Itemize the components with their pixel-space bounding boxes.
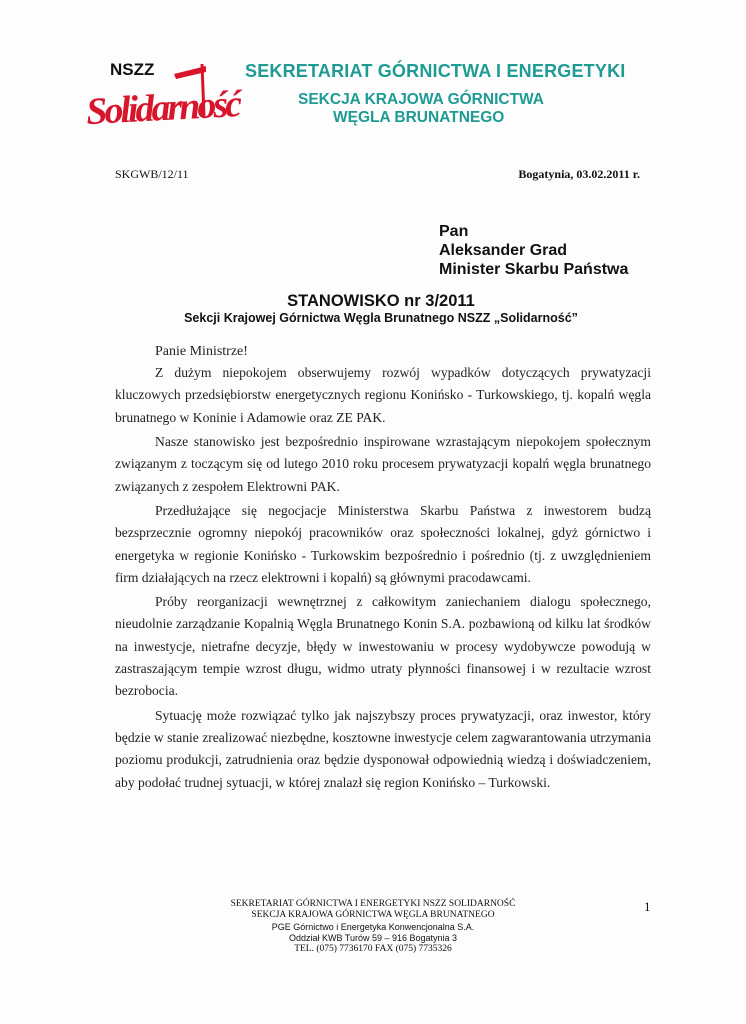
addressee-line-3: Minister Skarbu Państwa xyxy=(439,261,629,278)
footer-line-3: PGE Górnictwo i Energetyka Konwencjonalna S.A. xyxy=(271,921,475,932)
salutation: Panie Ministrze! xyxy=(155,344,248,359)
svg-text:Solidarność: Solidarność xyxy=(85,83,240,134)
logo-prefix: NSZZ xyxy=(110,60,155,79)
letter-body xyxy=(115,362,651,796)
footer-line-1: SEKRETARIAT GÓRNICTWA I ENERGETYKI NSZZ SOLIDARNOŚĆ xyxy=(230,899,516,909)
header-line-2: SEKCJA KRAJOWA GÓRNICTWA xyxy=(298,91,545,108)
header-line-3: WĘGLA BRUNATNEGO xyxy=(333,109,505,126)
paragraph-5: Sytuację może rozwiązać tylko jak najszybszy proces prywatyzacji, oraz inwestor, który będzie w stanie zrealizować niezbędne, kosztowne inwestycje celem zagwarantowania utrzymania poziomu produkcji, zatrudnienia oraz będzie dysponował odpowiednią wiedzą i doświadczeniem, aby podołać trudnej sytuacji, w której znalazł się region Konińsko – Turkowski. xyxy=(115,707,651,790)
page-number: 1 xyxy=(644,899,651,914)
document-title xyxy=(0,292,746,311)
addressee-line-2: Aleksander Grad xyxy=(439,242,568,259)
paragraph-1: Z dużym niepokojem obserwujemy rozwój wypadków dotyczących prywatyzacji kluczowych przedsiębiorstw energetycznych regionu Konińsko - Turkowskiego, tj. kopalń węgla brunatnego w Koninie i Adamowie oraz ZE PAK. xyxy=(115,365,651,425)
reference-number: SKGWB/12/11 xyxy=(115,167,189,181)
footer xyxy=(0,899,746,955)
header-line-1: SEKRETARIAT GÓRNICTWA I ENERGETYKI xyxy=(245,61,626,81)
paragraph-2: Nasze stanowisko jest bezpośrednio inspirowane wzrastającym niepokojem społecznym związanym z toczącym się od lutego 2010 roku procesem prywatyzacji kopalń węgla brunatnego związanych z zespołem Elektrowni PAK. xyxy=(115,433,651,494)
solidarnosc-logo xyxy=(84,56,259,134)
addressee-block xyxy=(439,222,628,279)
document-subtitle-text: Sekcji Krajowej Górnictwa Węgla Brunatnego NSZZ „Solidarność” xyxy=(184,311,578,325)
footer-line-5: TEL. (075) 7736170 FAX (075) 7735326 xyxy=(294,944,452,955)
footer-line-2: SEKCJA KRAJOWA GÓRNICTWA WĘGLA BRUNATNEGO xyxy=(251,910,495,921)
paragraph-4: Próby reorganizacji wewnętrznej z całkowitym zaniechaniem dialogu społecznego, nieudolnie zarządzanie Kopalnią Węgla Brunatnego Konin S.A. pozbawioną od kilku lat środków na inwestycje, nietrafne decyzje, błędy w inwestowaniu w procesy wydobywcze powodują w zastraszającym tempie wzrost długu, widmo utraty płynności finansowej i w rezultacie wzrost bezrobocia. xyxy=(115,594,651,699)
footer-line-4: Oddział KWB Turów 59 – 916 Bogatynia 3 xyxy=(288,932,458,943)
document-title-text: STANOWISKO nr 3/2011 xyxy=(287,292,475,310)
addressee-line-1: Pan xyxy=(439,223,469,240)
paragraph-3: Przedłużające się negocjacje Ministerstwa Skarbu Państwa z inwestorem budzą bezsprzecznie ogromny niepokój pracowników oraz społeczności lokalnej, gdyż górnictwo i energetyka w regionie Konińsko - Turkowskim bezpośrednio i pośrednio (tj. z uwzględnieniem firm działających na rzecz elektrowni i kopalń) są głównymi pracodawcami. xyxy=(115,502,651,585)
letter-date: Bogatynia, 03.02.2011 r. xyxy=(518,167,640,181)
document-subtitle xyxy=(0,311,746,325)
